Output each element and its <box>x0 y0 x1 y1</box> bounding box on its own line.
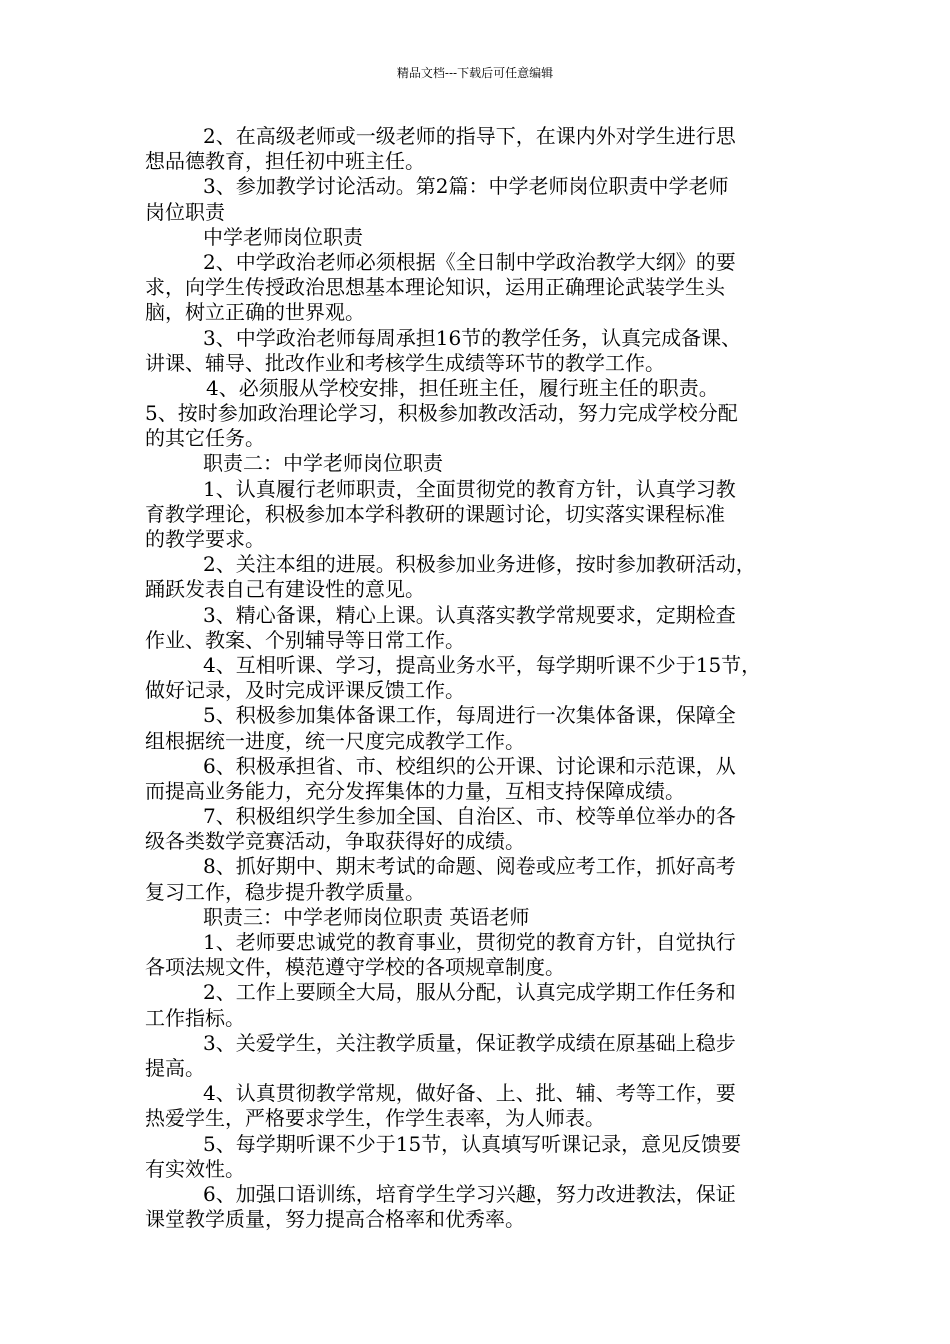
text-line: 1、老师要忠诚党的教育事业，贯彻党的教育方针，自觉执行 <box>203 930 736 954</box>
text-line: 有实效性。 <box>145 1156 245 1181</box>
text-line: 2、中学政治老师必须根据《全日制中学政治教学大纲》的要 <box>203 249 736 274</box>
page-header: 精品文档---下载后可任意编辑 <box>396 66 554 80</box>
text-line: 4、必须服从学校安排，担任班主任，履行班主任的职责。 <box>206 375 719 400</box>
text-line: 3、参加教学讨论活动。第2篇：中学老师岗位职责中学老师 <box>203 174 729 199</box>
text-line: 2、关注本组的进展。积极参加业务进修，按时参加教研活动， <box>203 552 756 577</box>
text-line: 5、积极参加集体备课工作，每周进行一次集体备课，保障全 <box>203 703 736 728</box>
text-line: 讲课、辅导、批改作业和考核学生成绩等环节的教学工作。 <box>145 350 665 375</box>
text-line: 2、在高级老师或一级老师的指导下，在课内外对学生进行思 <box>203 124 736 148</box>
text-line: 5、按时参加政治理论学习，积极参加教改活动，努力完成学校分配 <box>145 401 738 426</box>
text-line: 3、中学政治老师每周承担16节的教学任务，认真完成备课、 <box>203 325 742 350</box>
text-line: 3、关爱学生，关注教学质量，保证教学成绩在原基础上稳步 <box>203 1030 736 1055</box>
text-line: 踊跃发表自己有建设性的意见。 <box>145 577 425 602</box>
text-line: 的教学要求。 <box>145 527 265 551</box>
text-line: 4、认真贯彻教学常规，做好备、上、批、辅、考等工作，要 <box>203 1081 736 1106</box>
text-line: 各项法规文件，模范遵守学校的各项规章制度。 <box>145 955 565 980</box>
text-line: 课堂教学质量，努力提高合格率和优秀率。 <box>145 1207 525 1232</box>
text-line: 级各类数学竞赛活动，争取获得好的成绩。 <box>145 829 525 854</box>
text-line: 复习工作，稳步提升教学质量。 <box>145 879 425 904</box>
text-line: 热爱学生，严格要求学生，作学生表率，为人师表。 <box>145 1106 605 1131</box>
text-line: 中学老师岗位职责 <box>203 224 363 249</box>
text-line: 5、每学期听课不少于15节，认真填写听课记录，意见反馈要 <box>203 1131 742 1156</box>
text-line: 岗位职责 <box>145 199 225 224</box>
text-line: 想品德教育，担任初中班主任。 <box>145 149 425 174</box>
text-line: 求，向学生传授政治思想基本理论知识，运用正确理论武装学生头 <box>145 275 725 300</box>
text-line: 6、积极承担省、市、校组织的公开课、讨论课和示范课，从 <box>203 753 736 778</box>
document-body <box>145 124 825 1232</box>
text-line: 8、抓好期中、期末考试的命题、阅卷或应考工作，抓好高考 <box>203 854 736 879</box>
text-line: 2、工作上要顾全大局，服从分配，认真完成学期工作任务和 <box>203 980 736 1005</box>
text-line: 工作指标。 <box>145 1005 245 1030</box>
text-line: 6、加强口语训练，培育学生学习兴趣，努力改进教法，保证 <box>203 1181 736 1206</box>
text-line: 职责二：中学老师岗位职责 <box>203 451 443 476</box>
text-line: 3、精心备课，精心上课。认真落实教学常规要求，定期检查 <box>203 602 736 627</box>
text-line: 脑，树立正确的世界观。 <box>145 300 365 325</box>
text-line: 4、互相听课、学习，提高业务水平，每学期听课不少于15节， <box>203 652 762 677</box>
text-line: 的其它任务。 <box>145 426 265 451</box>
text-line: 做好记录，及时完成评课反馈工作。 <box>145 678 465 703</box>
text-line: 而提高业务能力，充分发挥集体的力量，互相支持保障成绩。 <box>145 778 685 803</box>
text-line: 提高。 <box>145 1055 205 1080</box>
text-line: 作业、教案、个别辅导等日常工作。 <box>145 627 465 652</box>
text-line: 组根据统一进度，统一尺度完成教学工作。 <box>145 728 525 753</box>
text-line: 7、积极组织学生参加全国、自治区、市、校等单位举办的各 <box>203 804 736 829</box>
text-line: 育教学理论，积极参加本学科教研的课题讨论，切实落实课程标准 <box>145 501 725 526</box>
text-line: 1、认真履行老师职责，全面贯彻党的教育方针，认真学习教 <box>203 476 736 501</box>
text-line: 职责三：中学老师岗位职责 英语老师 <box>203 904 530 929</box>
